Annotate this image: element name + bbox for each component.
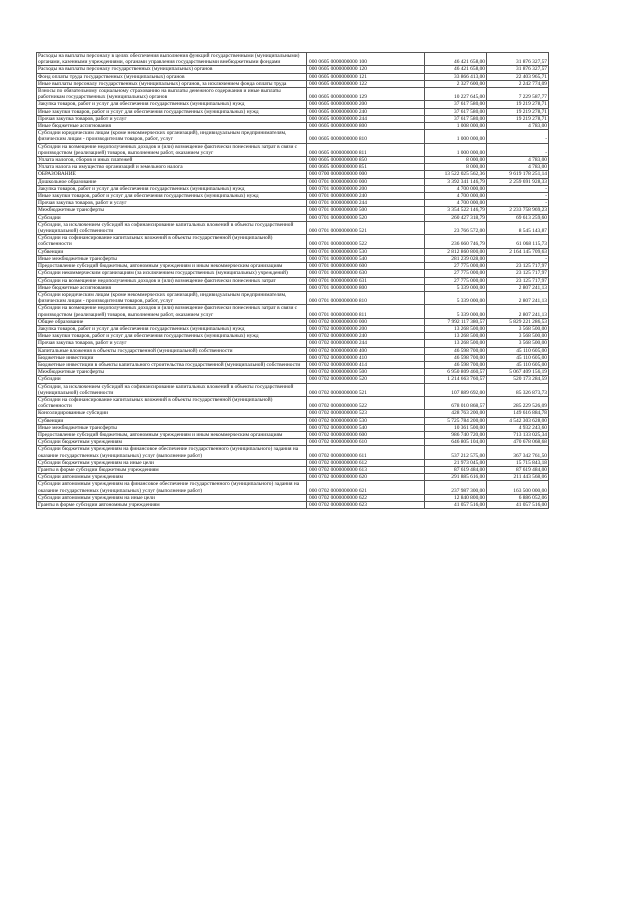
row-code-cell: 000 0702 0000000000 400 — [307, 347, 425, 354]
row-executed-amount-cell: 23 125 717,97 — [487, 263, 549, 270]
row-executed-amount-cell: 69 613 259,60 — [487, 214, 549, 221]
row-approved-amount-cell: 37 617 580,00 — [425, 108, 487, 115]
row-executed-amount-cell: - — [487, 185, 549, 192]
row-name-cell: Прочая закупка товаров, работ и услуг — [37, 200, 307, 207]
table-row — [37, 481, 549, 494]
row-code-cell: 000 0701 0000000000 500 — [307, 207, 425, 214]
row-name-cell: Субсидии, за исключением субсидий на софинансирование капитальных вложений в объекты государственной (муниципальной) собственности — [37, 383, 307, 396]
table-row — [37, 466, 549, 473]
row-approved-amount-cell: 5 339 000,00 — [425, 305, 487, 318]
row-approved-amount-cell: 260 427 318,79 — [425, 214, 487, 221]
table-row — [37, 53, 549, 66]
table-row — [37, 108, 549, 115]
row-approved-amount-cell: 27 775 000,00 — [425, 277, 487, 284]
row-executed-amount-cell: 470 678 068,68 — [487, 439, 549, 446]
table-row — [37, 347, 549, 354]
row-name-cell: Иные бюджетные ассигнования — [37, 123, 307, 130]
row-executed-amount-cell: 19 219 278,71 — [487, 115, 549, 122]
table-row — [37, 369, 549, 376]
row-code-cell: 000 0702 0000000000 000 — [307, 318, 425, 325]
row-code-cell: 000 0701 0000000000 800 — [307, 284, 425, 291]
row-approved-amount-cell: 678 010 868,57 — [425, 396, 487, 409]
row-approved-amount-cell: 5 339 000,00 — [425, 284, 487, 291]
row-executed-amount-cell: 19 219 278,71 — [487, 101, 549, 108]
row-approved-amount-cell: 107 889 692,00 — [425, 383, 487, 396]
table-row — [37, 123, 549, 130]
row-code-cell: 000 0701 0000000000 000 — [307, 178, 425, 185]
row-name-cell: Бюджетные инвестиции в объекты капитального строительства государственной (муниципальной) собственности — [37, 361, 307, 368]
table-row — [37, 73, 549, 80]
row-executed-amount-cell: 19 219 278,71 — [487, 108, 549, 115]
row-code-cell: 000 0702 0000000000 611 — [307, 446, 425, 459]
row-executed-amount-cell: - — [487, 130, 549, 143]
row-code-cell: 000 0702 0000000000 522 — [307, 396, 425, 409]
row-code-cell: 000 0701 0000000000 811 — [307, 305, 425, 318]
row-code-cell: 000 0605 0000000000 121 — [307, 73, 425, 80]
row-name-cell: Гранты в форме субсидии бюджетным учреждениям — [37, 466, 307, 473]
table-row — [37, 333, 549, 340]
row-name-cell: Субсидии юридическим лицам (кроме некоммерческих организаций), индивидуальным предпринимателям, физическим лицам - производителям товаров, работ, услуг — [37, 130, 307, 143]
row-approved-amount-cell: 33 866 413,00 — [425, 73, 487, 80]
row-approved-amount-cell: 46 598 700,00 — [425, 354, 487, 361]
row-executed-amount-cell: - — [487, 255, 549, 262]
table-row — [37, 185, 549, 192]
row-code-cell: 000 0605 0000000000 850 — [307, 157, 425, 164]
row-approved-amount-cell: 27 775 000,00 — [425, 270, 487, 277]
row-code-cell: 000 0702 0000000000 612 — [307, 459, 425, 466]
table-row — [37, 361, 549, 368]
row-code-cell: 000 0605 0000000000 810 — [307, 130, 425, 143]
table-row — [37, 263, 549, 270]
row-executed-amount-cell: 45 110 605,00 — [487, 347, 549, 354]
row-approved-amount-cell: 46 421 658,00 — [425, 66, 487, 73]
row-code-cell: 000 0605 0000000000 100 — [307, 53, 425, 66]
row-approved-amount-cell: 46 598 700,00 — [425, 347, 487, 354]
row-name-cell: Иные закупки товаров, работ и услуг для обеспечения государственных (муниципальных) нужд — [37, 193, 307, 200]
row-name-cell: Иные межбюджетные трансферты — [37, 255, 307, 262]
row-approved-amount-cell: 237 987 300,00 — [425, 481, 487, 494]
table-row — [37, 325, 549, 332]
row-code-cell: 000 0702 0000000000 520 — [307, 376, 425, 383]
row-name-cell: Субсидии на софинансирование капитальных вложений в объекты государственной (муниципальной) собственности — [37, 396, 307, 409]
table-row — [37, 207, 549, 214]
row-executed-amount-cell: 45 110 605,00 — [487, 354, 549, 361]
table-row — [37, 318, 549, 325]
table-row — [37, 157, 549, 164]
table-row — [37, 80, 549, 87]
table-row — [37, 424, 549, 431]
row-executed-amount-cell: 713 133 025,34 — [487, 431, 549, 438]
row-executed-amount-cell: 3 568 500,00 — [487, 325, 549, 332]
row-executed-amount-cell: 85 326 873,73 — [487, 383, 549, 396]
row-approved-amount-cell: 13 268 500,00 — [425, 333, 487, 340]
row-approved-amount-cell: 4 700 000,00 — [425, 193, 487, 200]
row-approved-amount-cell: 87 619 484,00 — [425, 466, 487, 473]
table-row — [37, 255, 549, 262]
row-code-cell: 000 0701 0000000000 522 — [307, 235, 425, 248]
row-executed-amount-cell: 4 932 243,60 — [487, 424, 549, 431]
row-approved-amount-cell: 537 212 575,00 — [425, 446, 487, 459]
table-row — [37, 235, 549, 248]
row-name-cell: Бюджетные инвестиции — [37, 354, 307, 361]
row-executed-amount-cell: 2 807 241,13 — [487, 284, 549, 291]
table-row — [37, 270, 549, 277]
row-executed-amount-cell: 367 342 761,50 — [487, 446, 549, 459]
row-approved-amount-cell: 37 617 580,00 — [425, 101, 487, 108]
row-name-cell: Межбюджетные трансферты — [37, 207, 307, 214]
row-name-cell: Субсидии на софинансирование капитальных вложений в объекты государственной (муниципальной) собственности — [37, 235, 307, 248]
row-executed-amount-cell: 211 443 568,06 — [487, 474, 549, 481]
row-name-cell: Субвенции — [37, 248, 307, 255]
row-name-cell: Взносы по обязательному социальному страхованию на выплаты денежного содержания и иные выплаты работникам государственных (муниципальных) органов — [37, 88, 307, 101]
row-executed-amount-cell: 8 545 143,87 — [487, 221, 549, 234]
row-code-cell: 000 0701 0000000000 520 — [307, 214, 425, 221]
row-executed-amount-cell: 4 783,00 — [487, 164, 549, 171]
table-row — [37, 115, 549, 122]
row-approved-amount-cell: 27 775 000,00 — [425, 263, 487, 270]
table-row — [37, 354, 549, 361]
row-name-cell: Субсидии бюджетным учреждениям на иные цели — [37, 459, 307, 466]
row-approved-amount-cell: 10 227 645,00 — [425, 88, 487, 101]
row-executed-amount-cell: - — [487, 143, 549, 156]
row-code-cell: 000 0702 0000000000 414 — [307, 361, 425, 368]
row-name-cell: Субсидии бюджетным учреждениям на финансовое обеспечение государственного (муниципального) задания на оказание государственных (муниципальных) услуг (выполнение работ) — [37, 446, 307, 459]
row-approved-amount-cell: 41 057 516,00 — [425, 502, 487, 509]
table-row — [37, 164, 549, 171]
row-code-cell: 000 0605 0000000000 244 — [307, 115, 425, 122]
row-name-cell: Субвенции — [37, 417, 307, 424]
row-approved-amount-cell: 291 885 616,00 — [425, 474, 487, 481]
row-name-cell: Иные закупки товаров, работ и услуг для обеспечения государственных (муниципальных) нужд — [37, 333, 307, 340]
row-approved-amount-cell: 986 740 720,00 — [425, 431, 487, 438]
row-name-cell: Иные межбюджетные трансферты — [37, 424, 307, 431]
table-row — [37, 248, 549, 255]
row-name-cell: Межбюджетные трансферты — [37, 369, 307, 376]
row-executed-amount-cell: 41 057 516,00 — [487, 502, 549, 509]
table-row — [37, 200, 549, 207]
table-row — [37, 396, 549, 409]
row-executed-amount-cell: 31 876 327,57 — [487, 66, 549, 73]
table-row — [37, 291, 549, 304]
row-executed-amount-cell: 2 233 758 969,23 — [487, 207, 549, 214]
row-name-cell: Иные закупки товаров, работ и услуг для обеспечения государственных (муниципальных) нужд — [37, 108, 307, 115]
row-code-cell: 000 0702 0000000000 600 — [307, 431, 425, 438]
row-code-cell: 000 0702 0000000000 613 — [307, 466, 425, 473]
row-approved-amount-cell: 6 950 809 460,57 — [425, 369, 487, 376]
row-executed-amount-cell: 87 619 484,00 — [487, 466, 549, 473]
row-executed-amount-cell: 45 110 605,00 — [487, 361, 549, 368]
row-code-cell: 000 0702 0000000000 530 — [307, 417, 425, 424]
row-approved-amount-cell: 2 327 600,00 — [425, 80, 487, 87]
row-approved-amount-cell: 281 239 028,00 — [425, 255, 487, 262]
row-approved-amount-cell: 23 766 572,00 — [425, 221, 487, 234]
row-name-cell: Фонд оплаты труда государственных (муниципальных) органов — [37, 73, 307, 80]
row-executed-amount-cell: 3 568 500,00 — [487, 340, 549, 347]
row-name-cell: Прочая закупка товаров, работ и услуг — [37, 340, 307, 347]
row-name-cell: Субсидии бюджетным учреждениям — [37, 439, 307, 446]
row-code-cell: 000 0701 0000000000 240 — [307, 193, 425, 200]
table-row — [37, 88, 549, 101]
table-row — [37, 101, 549, 108]
row-code-cell: 000 0702 0000000000 621 — [307, 481, 425, 494]
row-code-cell: 000 0701 0000000000 600 — [307, 263, 425, 270]
table-row — [37, 502, 549, 509]
row-code-cell: 000 0702 0000000000 240 — [307, 333, 425, 340]
row-name-cell: Уплата налога на имущество организаций и земельного налога — [37, 164, 307, 171]
row-executed-amount-cell: 4 542 303 628,00 — [487, 417, 549, 424]
row-approved-amount-cell: 7 992 117 380,57 — [425, 318, 487, 325]
row-executed-amount-cell: 2 807 241,13 — [487, 305, 549, 318]
row-approved-amount-cell: 236 660 746,79 — [425, 235, 487, 248]
row-name-cell: Субсидии на возмещение недополученных доходов и (или) возмещение фактически понесенных затрат в связи с производством (реализацией) товаров, выполнением работ, оказанием услуг — [37, 305, 307, 318]
row-executed-amount-cell: 61 068 115,73 — [487, 235, 549, 248]
table-row — [37, 376, 549, 383]
row-executed-amount-cell: 2 242 774,09 — [487, 80, 549, 87]
row-approved-amount-cell: 1 008 000,00 — [425, 123, 487, 130]
row-approved-amount-cell: 2 812 860 800,00 — [425, 248, 487, 255]
row-code-cell: 000 0701 0000000000 521 — [307, 221, 425, 234]
row-approved-amount-cell: 13 522 025 562,36 — [425, 171, 487, 178]
table-row — [37, 221, 549, 234]
row-name-cell: Общее образование — [37, 318, 307, 325]
table-row — [37, 446, 549, 459]
row-name-cell: Субсидии на возмещение недополученных доходов и (или) возмещение фактически понесенных затрат в связи с производством (реализацией) товаров, выполнением работ, оказанием услуг — [37, 143, 307, 156]
row-approved-amount-cell: 3 392 341 146,79 — [425, 178, 487, 185]
row-executed-amount-cell: 285 229 526,09 — [487, 396, 549, 409]
row-executed-amount-cell: 15 715 843,18 — [487, 459, 549, 466]
row-code-cell: 000 0605 0000000000 129 — [307, 88, 425, 101]
row-code-cell: 000 0702 0000000000 610 — [307, 439, 425, 446]
row-executed-amount-cell: 2 164 145 709,63 — [487, 248, 549, 255]
row-name-cell: Предоставление субсидий бюджетным, автономным учреждениям и иным некоммерческим организациям — [37, 263, 307, 270]
row-name-cell: Закупка товаров, работ и услуг для обеспечения государственных (муниципальных) нужд — [37, 185, 307, 192]
row-executed-amount-cell: 23 125 717,97 — [487, 277, 549, 284]
row-approved-amount-cell: 46 421 658,00 — [425, 53, 487, 66]
table-row — [37, 417, 549, 424]
row-code-cell: 000 0605 0000000000 800 — [307, 123, 425, 130]
table-row — [37, 130, 549, 143]
row-code-cell: 000 0605 0000000000 200 — [307, 101, 425, 108]
row-executed-amount-cell: 4 783,00 — [487, 157, 549, 164]
row-executed-amount-cell: 4 783,00 — [487, 123, 549, 130]
row-name-cell: Субсидии некоммерческим организациям (за исключением государственных (муниципальных) учреждений) — [37, 270, 307, 277]
table-row — [37, 459, 549, 466]
row-approved-amount-cell: 8 000,00 — [425, 157, 487, 164]
row-name-cell: Субсидии — [37, 214, 307, 221]
row-executed-amount-cell: 31 876 327,57 — [487, 53, 549, 66]
row-name-cell: Иные бюджетные ассигнования — [37, 284, 307, 291]
row-approved-amount-cell: 37 617 580,00 — [425, 115, 487, 122]
table-row — [37, 193, 549, 200]
row-code-cell: 000 0702 0000000000 200 — [307, 325, 425, 332]
row-name-cell: Субсидии автономным учреждениям на финансовое обеспечение государственного (муниципального) задания на оказание государственных (муниципальных) услуг (выполнение работ) — [37, 481, 307, 494]
row-executed-amount-cell: 6 886 052,06 — [487, 494, 549, 501]
table-row — [37, 284, 549, 291]
row-approved-amount-cell: 1 000 000,00 — [425, 130, 487, 143]
row-approved-amount-cell: 8 000,00 — [425, 164, 487, 171]
row-code-cell: 000 0701 0000000000 630 — [307, 270, 425, 277]
row-code-cell: 000 0701 0000000000 540 — [307, 255, 425, 262]
row-code-cell: 000 0605 0000000000 240 — [307, 108, 425, 115]
row-approved-amount-cell: 4 700 000,00 — [425, 200, 487, 207]
row-name-cell: Закупка товаров, работ и услуг для обеспечения государственных (муниципальных) нужд — [37, 325, 307, 332]
row-approved-amount-cell: 13 268 500,00 — [425, 325, 487, 332]
row-code-cell: 000 0702 0000000000 500 — [307, 369, 425, 376]
row-approved-amount-cell: 5 339 000,00 — [425, 291, 487, 304]
report-document — [36, 52, 548, 509]
row-code-cell: 000 0605 0000000000 811 — [307, 143, 425, 156]
row-code-cell: 000 0701 0000000000 200 — [307, 185, 425, 192]
row-approved-amount-cell: 1 000 000,00 — [425, 143, 487, 156]
row-name-cell: Закупка товаров, работ и услуг для обеспечения государственных (муниципальных) нужд — [37, 101, 307, 108]
row-approved-amount-cell: 1 214 663 760,57 — [425, 376, 487, 383]
row-name-cell: Субсидии автономным учреждениям — [37, 474, 307, 481]
row-name-cell: Субсидии юридическим лицам (кроме некоммерческих организаций), индивидуальным предпринимателям, физическим лицам - производителям товаров, работ, услуг — [37, 291, 307, 304]
row-executed-amount-cell: 7 229 587,77 — [487, 88, 549, 101]
row-executed-amount-cell: 23 125 717,97 — [487, 270, 549, 277]
table-row — [37, 383, 549, 396]
row-name-cell: Прочая закупка товаров, работ и услуг — [37, 115, 307, 122]
row-name-cell: Уплата налогов, сборов и иных платежей — [37, 157, 307, 164]
table-row — [37, 474, 549, 481]
table-row — [37, 143, 549, 156]
row-code-cell: 000 0702 0000000000 521 — [307, 383, 425, 396]
row-name-cell: Расходы на выплаты персоналу государственных (муниципальных) органов — [37, 66, 307, 73]
row-code-cell: 000 0702 0000000000 410 — [307, 354, 425, 361]
row-approved-amount-cell: 646 805 104,00 — [425, 439, 487, 446]
expenditure-table — [36, 52, 549, 509]
table-row — [37, 431, 549, 438]
row-name-cell: Предоставление субсидий бюджетным, автономным учреждениям и иным некоммерческим организациям — [37, 431, 307, 438]
row-approved-amount-cell: 10 361 500,00 — [425, 424, 487, 431]
row-code-cell: 000 0700 0000000000 000 — [307, 171, 425, 178]
row-code-cell: 000 0605 0000000000 120 — [307, 66, 425, 73]
row-approved-amount-cell: 13 268 500,00 — [425, 340, 487, 347]
row-name-cell: Капитальные вложения в объекты государственной (муниципальной) собственности — [37, 347, 307, 354]
row-executed-amount-cell: 9 619 178 251,14 — [487, 171, 549, 178]
row-executed-amount-cell: 5 829 221 286,53 — [487, 318, 549, 325]
row-executed-amount-cell: 22 403 965,71 — [487, 73, 549, 80]
row-approved-amount-cell: 46 598 700,00 — [425, 361, 487, 368]
row-approved-amount-cell: 12 840 800,00 — [425, 494, 487, 501]
row-approved-amount-cell: 4 700 000,00 — [425, 185, 487, 192]
row-code-cell: 000 0701 0000000000 810 — [307, 291, 425, 304]
table-row — [37, 214, 549, 221]
row-name-cell: Дошкольное образование — [37, 178, 307, 185]
row-code-cell: 000 0701 0000000000 530 — [307, 248, 425, 255]
row-executed-amount-cell: 163 500 000,00 — [487, 481, 549, 494]
row-approved-amount-cell: 5 725 784 200,00 — [425, 417, 487, 424]
row-code-cell: 000 0701 0000000000 244 — [307, 200, 425, 207]
row-code-cell: 000 0702 0000000000 620 — [307, 474, 425, 481]
table-row — [37, 305, 549, 318]
row-code-cell: 000 0701 0000000000 631 — [307, 277, 425, 284]
row-name-cell: Расходы на выплаты персоналу в целях обеспечения выполнения функций государственными (муниципальными) органами, казенными учреждениями, органами управления государственными внебюджетными фондами — [37, 53, 307, 66]
table-row — [37, 340, 549, 347]
table-row — [37, 171, 549, 178]
row-name-cell: Субсидии — [37, 376, 307, 383]
row-name-cell: ОБРАЗОВАНИЕ — [37, 171, 307, 178]
row-code-cell: 000 0605 0000000000 122 — [307, 80, 425, 87]
row-executed-amount-cell: 2 807 241,13 — [487, 291, 549, 304]
row-approved-amount-cell: 21 973 045,00 — [425, 459, 487, 466]
row-executed-amount-cell: 3 568 500,00 — [487, 333, 549, 340]
row-code-cell: 000 0702 0000000000 623 — [307, 502, 425, 509]
row-name-cell: Гранты в форме субсидии автономным учреждениям — [37, 502, 307, 509]
row-name-cell: Консолидированные субсидии — [37, 410, 307, 417]
row-name-cell: Субсидии на возмещение недополученных доходов и (или) возмещение фактически понесенных затрат — [37, 277, 307, 284]
row-executed-amount-cell: 520 173 284,59 — [487, 376, 549, 383]
row-executed-amount-cell: - — [487, 193, 549, 200]
row-executed-amount-cell: - — [487, 200, 549, 207]
row-name-cell: Иные выплаты персоналу государственных (муниципальных) органов, за исключением фонда оплаты труда — [37, 80, 307, 87]
table-row — [37, 410, 549, 417]
table-row — [37, 178, 549, 185]
row-approved-amount-cell: 3 354 522 146,79 — [425, 207, 487, 214]
row-code-cell: 000 0702 0000000000 244 — [307, 340, 425, 347]
table-row — [37, 66, 549, 73]
row-executed-amount-cell: 2 259 691 928,33 — [487, 178, 549, 185]
table-body — [37, 53, 549, 509]
row-executed-amount-cell: 5 067 409 156,19 — [487, 369, 549, 376]
table-row — [37, 439, 549, 446]
row-code-cell: 000 0702 0000000000 540 — [307, 424, 425, 431]
row-approved-amount-cell: 428 763 200,00 — [425, 410, 487, 417]
row-name-cell: Субсидии автономным учреждениям на иные цели — [37, 494, 307, 501]
row-code-cell: 000 0605 0000000000 851 — [307, 164, 425, 171]
row-code-cell: 000 0702 0000000000 622 — [307, 494, 425, 501]
table-row — [37, 277, 549, 284]
row-executed-amount-cell: 149 616 884,78 — [487, 410, 549, 417]
row-name-cell: Субсидии, за исключением субсидий на софинансирование капитальных вложений в объекты государственной (муниципальной) собственности — [37, 221, 307, 234]
table-row — [37, 494, 549, 501]
row-code-cell: 000 0702 0000000000 523 — [307, 410, 425, 417]
